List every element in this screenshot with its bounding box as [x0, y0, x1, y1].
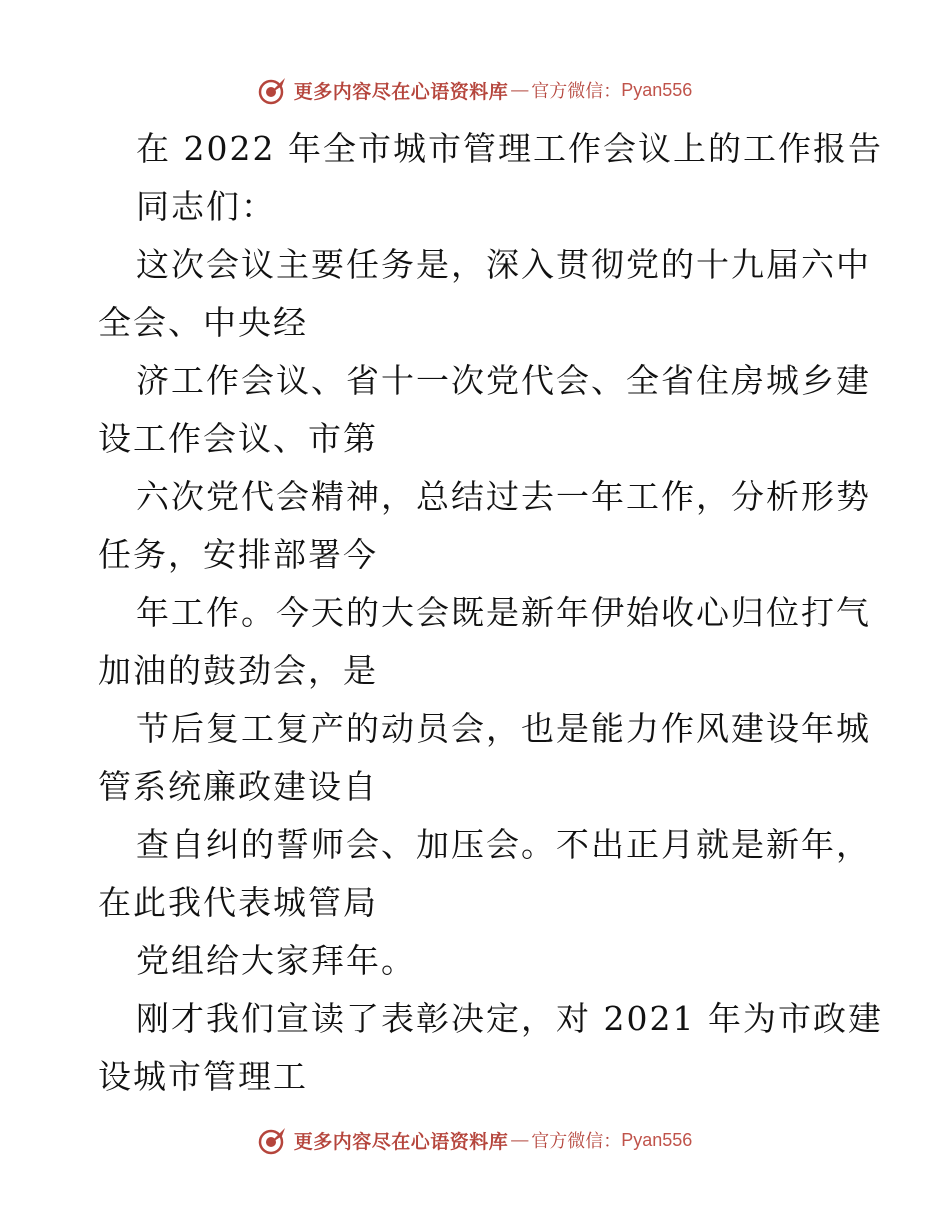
text-line: 查自纠的誓师会、加压会。不出正月就是新年，	[136, 825, 871, 864]
watermark-brand: 更多内容尽在心语资料库	[293, 1130, 509, 1153]
header-watermark	[0, 70, 950, 110]
footer-watermark	[0, 1120, 950, 1160]
text-line: 管系统廉政建设自	[98, 767, 378, 806]
watermark-label: 官方微信：	[531, 81, 622, 102]
watermark-brand: 更多内容尽在心语资料库	[293, 80, 509, 103]
text-line: 刚才我们宣读了表彰决定，对 2021 年为市政建	[136, 999, 883, 1038]
quill-logo-icon	[258, 1125, 288, 1155]
text-line: 这次会议主要任务是，深入贯彻党的十九届六中	[136, 245, 871, 284]
text-line: 设工作会议、市第	[98, 419, 378, 458]
text-line: 加油的鼓劲会，是	[98, 651, 378, 690]
watermark-label: 官方微信：	[531, 1131, 622, 1152]
watermark-separator: —	[510, 1129, 530, 1151]
text-line: 全会、中央经	[98, 303, 308, 342]
text-line: 济工作会议、省十一次党代会、全省住房城乡建	[136, 361, 871, 400]
watermark-separator: —	[510, 79, 530, 101]
text-line: 节后复工复产的动员会，也是能力作风建设年城	[136, 709, 871, 748]
text-line: 任务，安排部署今	[98, 535, 378, 574]
document-body	[98, 120, 883, 1106]
watermark-wechat-id: Pyan556	[621, 79, 693, 100]
text-line: 在此我代表城管局	[98, 883, 378, 922]
text-line: 六次党代会精神，总结过去一年工作，分析形势	[136, 477, 871, 516]
watermark-wechat-id: Pyan556	[621, 1129, 693, 1150]
quill-logo-icon	[258, 75, 288, 105]
text-line: 设城市管理工	[98, 1057, 308, 1096]
document-title: 在 2022 年全市城市管理工作会议上的工作报告	[136, 129, 883, 168]
text-line: 党组给大家拜年。	[136, 941, 416, 980]
text-line: 年工作。今天的大会既是新年伊始收心归位打气	[136, 593, 871, 632]
text-line: 同志们：	[136, 187, 276, 226]
